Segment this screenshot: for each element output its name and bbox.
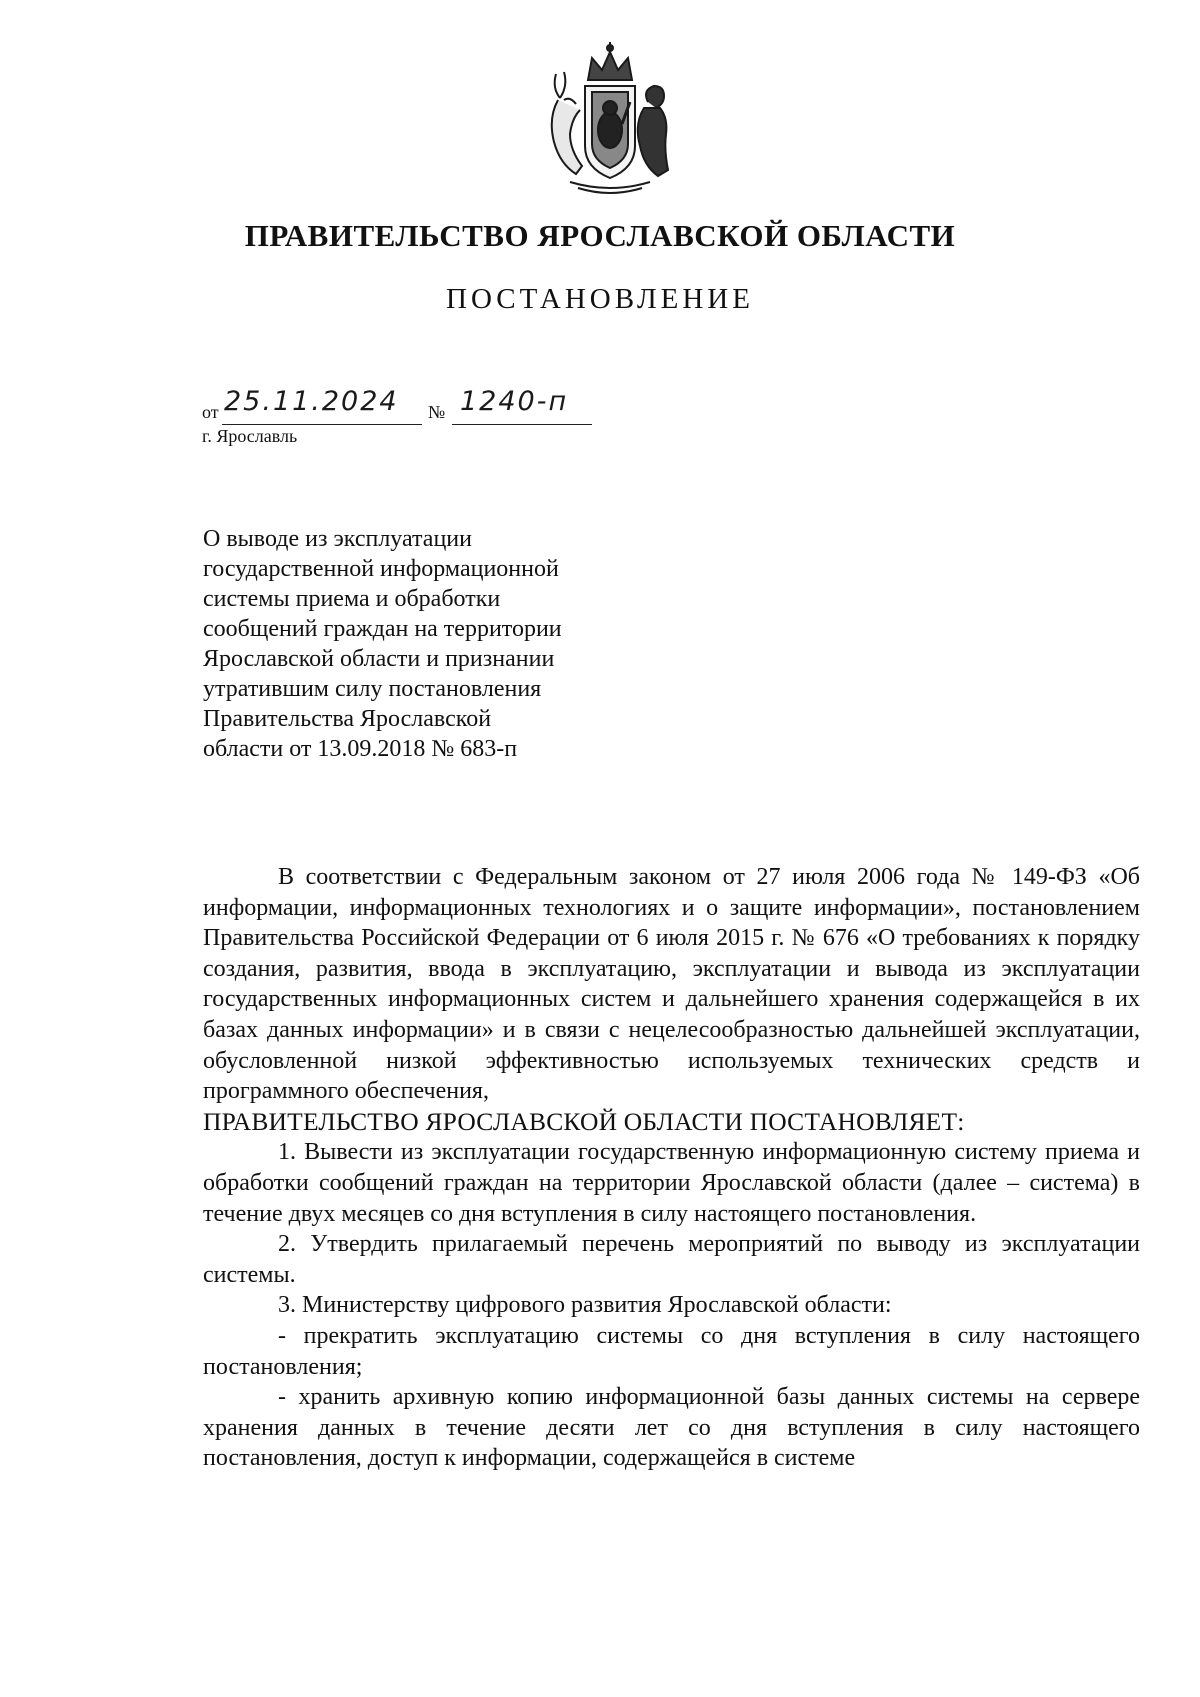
- subject-line: утратившим силу постановления: [203, 676, 542, 702]
- number-value: 1240-п: [460, 386, 569, 417]
- number-prefix: №: [428, 402, 446, 422]
- decree-heading: ПРАВИТЕЛЬСТВО ЯРОСЛАВСКОЙ ОБЛАСТИ ПОСТАНОВЛЯЕТ:: [203, 1106, 965, 1136]
- document-subject: [203, 524, 673, 764]
- item-3-paragraph: 3. Министерству цифрового развития Ярославской области:: [278, 1292, 892, 1319]
- item-1-paragraph: 1. Вывести из эксплуатации государственную информационную систему приема и обработки сообщений граждан на территории Ярославской области (далее – система) в течение двух месяцев со дня вступления в силу настоящего постановления.: [203, 1139, 1140, 1227]
- city: г. Ярославль: [202, 426, 298, 446]
- number-underline: [452, 424, 592, 425]
- subject-line: области от 13.09.2018 № 683-п: [203, 736, 518, 762]
- preamble-paragraph: В соответствии с Федеральным законом от 27 июля 2006 года № 149-ФЗ «Об информации, информационных технологиях и о защите информации», постановлением Правительства Российской Федерации от 6 июля 2015 г. № 676 «О требованиях к порядку создания, развития, ввода в эксплуатацию, эксплуатации и вывода из эксплуатации государственных информационных систем и дальнейшего хранения содержащейся в их базах данных информации» и в связи с нецелесообразностью дальнейшей эксплуатации, обусловленной низкой эффективностью используемых технических средств и программного обеспечения,: [203, 864, 1140, 1105]
- item-3-subitem: - прекратить эксплуатацию системы со дня вступления в силу настоящего постановления;: [203, 1322, 1140, 1380]
- item-2-paragraph: 2. Утвердить прилагаемый перечень мероприятий по выводу из эксплуатации системы.: [203, 1231, 1140, 1288]
- subject-line: сообщений граждан на территории: [203, 616, 562, 642]
- subject-line: Правительства Ярославской: [203, 706, 492, 732]
- date-value: 25.11.2024: [224, 386, 399, 417]
- subject-line: системы приема и обработки: [203, 586, 501, 612]
- government-name: ПРАВИТЕЛЬСТВО ЯРОСЛАВСКОЙ ОБЛАСТИ: [244, 218, 956, 253]
- date-prefix: от: [202, 402, 219, 422]
- date-underline: [222, 424, 422, 425]
- coat-of-arms-icon: [530, 38, 690, 198]
- subject-line: государственной информационной: [203, 556, 559, 582]
- subject-line: Ярославской области и признании: [203, 646, 555, 672]
- item-3-subitem: - хранить архивную копию информационной базы данных системы на сервере хранения данных в течение десяти лет со дня вступления в силу настоящего постановления, доступ к информации, содержащейся в системе: [203, 1384, 1140, 1472]
- subject-line: О выводе из эксплуатации: [203, 526, 472, 552]
- document-type: ПОСТАНОВЛЕНИЕ: [446, 283, 754, 315]
- document-body: [203, 862, 1140, 1474]
